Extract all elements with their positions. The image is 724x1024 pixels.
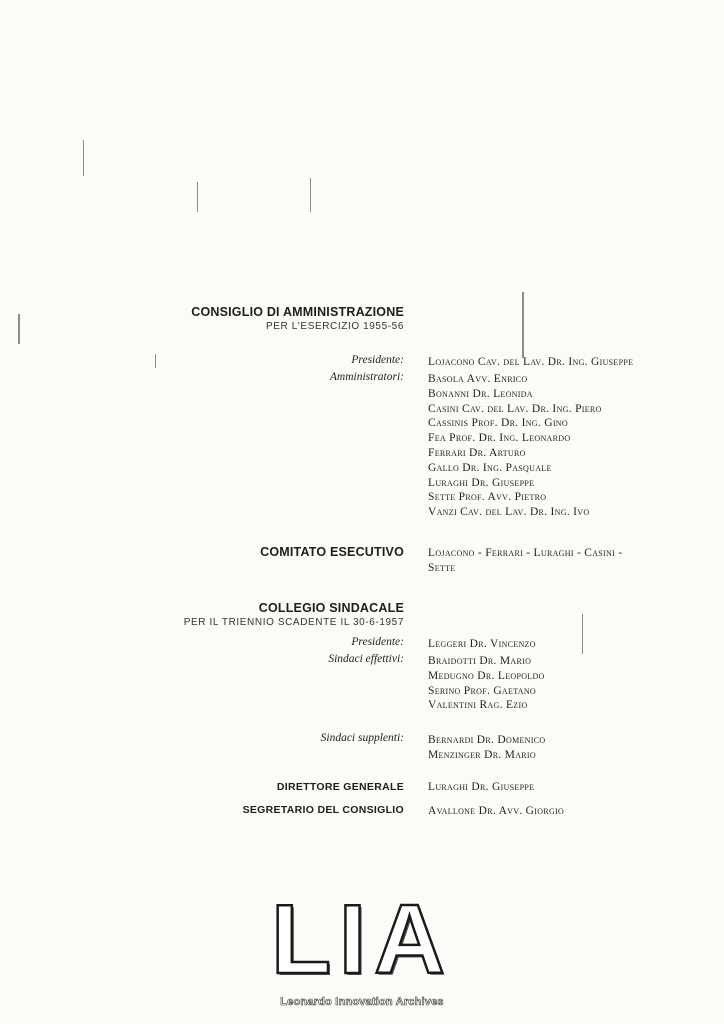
list-item: Gallo Dr. Ing. Pasquale bbox=[428, 461, 552, 474]
lia-caption: Leonardo Innovation Archives bbox=[280, 996, 444, 1008]
scan-speck bbox=[310, 178, 311, 212]
lia-watermark bbox=[0, 884, 724, 1008]
comitato-members bbox=[428, 546, 622, 576]
consiglio-subtitle: PER L'ESERCIZIO 1955-56 bbox=[266, 321, 404, 332]
scan-speck bbox=[522, 292, 524, 358]
collegio-presidente-block bbox=[428, 637, 536, 652]
collegio-title: COLLEGIO SINDACALE bbox=[258, 601, 404, 615]
sindaci-supplenti-label: Sindaci supplenti: bbox=[320, 732, 404, 744]
comitato-line-1: Lojacono - Ferrari - Luraghi - Casini - bbox=[428, 547, 623, 559]
amministratori-label: Amministratori: bbox=[329, 371, 404, 383]
collegio-presidente-name: Leggeri Dr. Vincenzo bbox=[428, 638, 536, 650]
list-item: Basola Avv. Enrico bbox=[428, 373, 528, 385]
list-item: Medugno Dr. Leopoldo bbox=[428, 669, 545, 682]
direttore-title: DIRETTORE GENERALE bbox=[276, 781, 404, 793]
list-item: Menzinger Dr. Mario bbox=[428, 748, 536, 761]
scan-speck bbox=[155, 354, 156, 368]
scan-speck bbox=[197, 182, 198, 212]
list-item: Valentini Rag. Ezio bbox=[428, 699, 528, 712]
segretario-block bbox=[428, 804, 564, 819]
list-item: Sette Prof. Avv. Pietro bbox=[428, 491, 547, 504]
presidente-name: Lojacono Cav. del Lav. Dr. Ing. Giuseppe bbox=[428, 356, 634, 368]
presidente-name-block bbox=[428, 355, 633, 370]
list-item: Bonanni Dr. Leonida bbox=[428, 387, 533, 400]
amministratori-list bbox=[428, 372, 602, 520]
lia-logo: LIA bbox=[271, 884, 453, 994]
direttore-block bbox=[428, 780, 534, 795]
scan-speck bbox=[83, 140, 84, 176]
sindaci-supplenti-list bbox=[428, 733, 545, 763]
list-item: Fea Prof. Dr. Ing. Leonardo bbox=[428, 432, 571, 445]
list-item: Casini Cav. del Lav. Dr. Ing. Piero bbox=[428, 402, 602, 415]
comitato-title: COMITATO ESECUTIVO bbox=[260, 545, 404, 559]
list-item: Luraghi Dr. Giuseppe bbox=[428, 476, 535, 489]
segretario-title: SEGRETARIO DEL CONSIGLIO bbox=[242, 804, 404, 816]
collegio-subtitle: PER IL TRIENNIO SCADENTE IL 30-6-1957 bbox=[183, 617, 404, 628]
sindaci-effettivi-label: Sindaci effettivi: bbox=[328, 653, 404, 665]
collegio-presidente-label: Presidente: bbox=[351, 636, 404, 648]
direttore-name: Luraghi Dr. Giuseppe bbox=[428, 781, 535, 793]
consiglio-title: CONSIGLIO DI AMMINISTRAZIONE bbox=[191, 305, 404, 319]
comitato-line-2: Sette bbox=[428, 561, 456, 574]
segretario-name: Avallone Dr. Avv. Giorgio bbox=[428, 805, 565, 817]
list-item: Braidotti Dr. Mario bbox=[428, 655, 532, 667]
sindaci-effettivi-list bbox=[428, 654, 545, 713]
list-item: Vanzi Cav. del Lav. Dr. Ing. Ivo bbox=[428, 506, 590, 519]
list-item: Bernardi Dr. Domenico bbox=[428, 734, 546, 746]
presidente-label: Presidente: bbox=[351, 354, 404, 366]
list-item: Cassinis Prof. Dr. Ing. Gino bbox=[428, 417, 568, 430]
list-item: Ferrari Dr. Arturo bbox=[428, 446, 526, 459]
list-item: Serino Prof. Gaetano bbox=[428, 684, 536, 697]
scan-speck bbox=[18, 314, 20, 344]
scan-speck bbox=[582, 614, 583, 654]
